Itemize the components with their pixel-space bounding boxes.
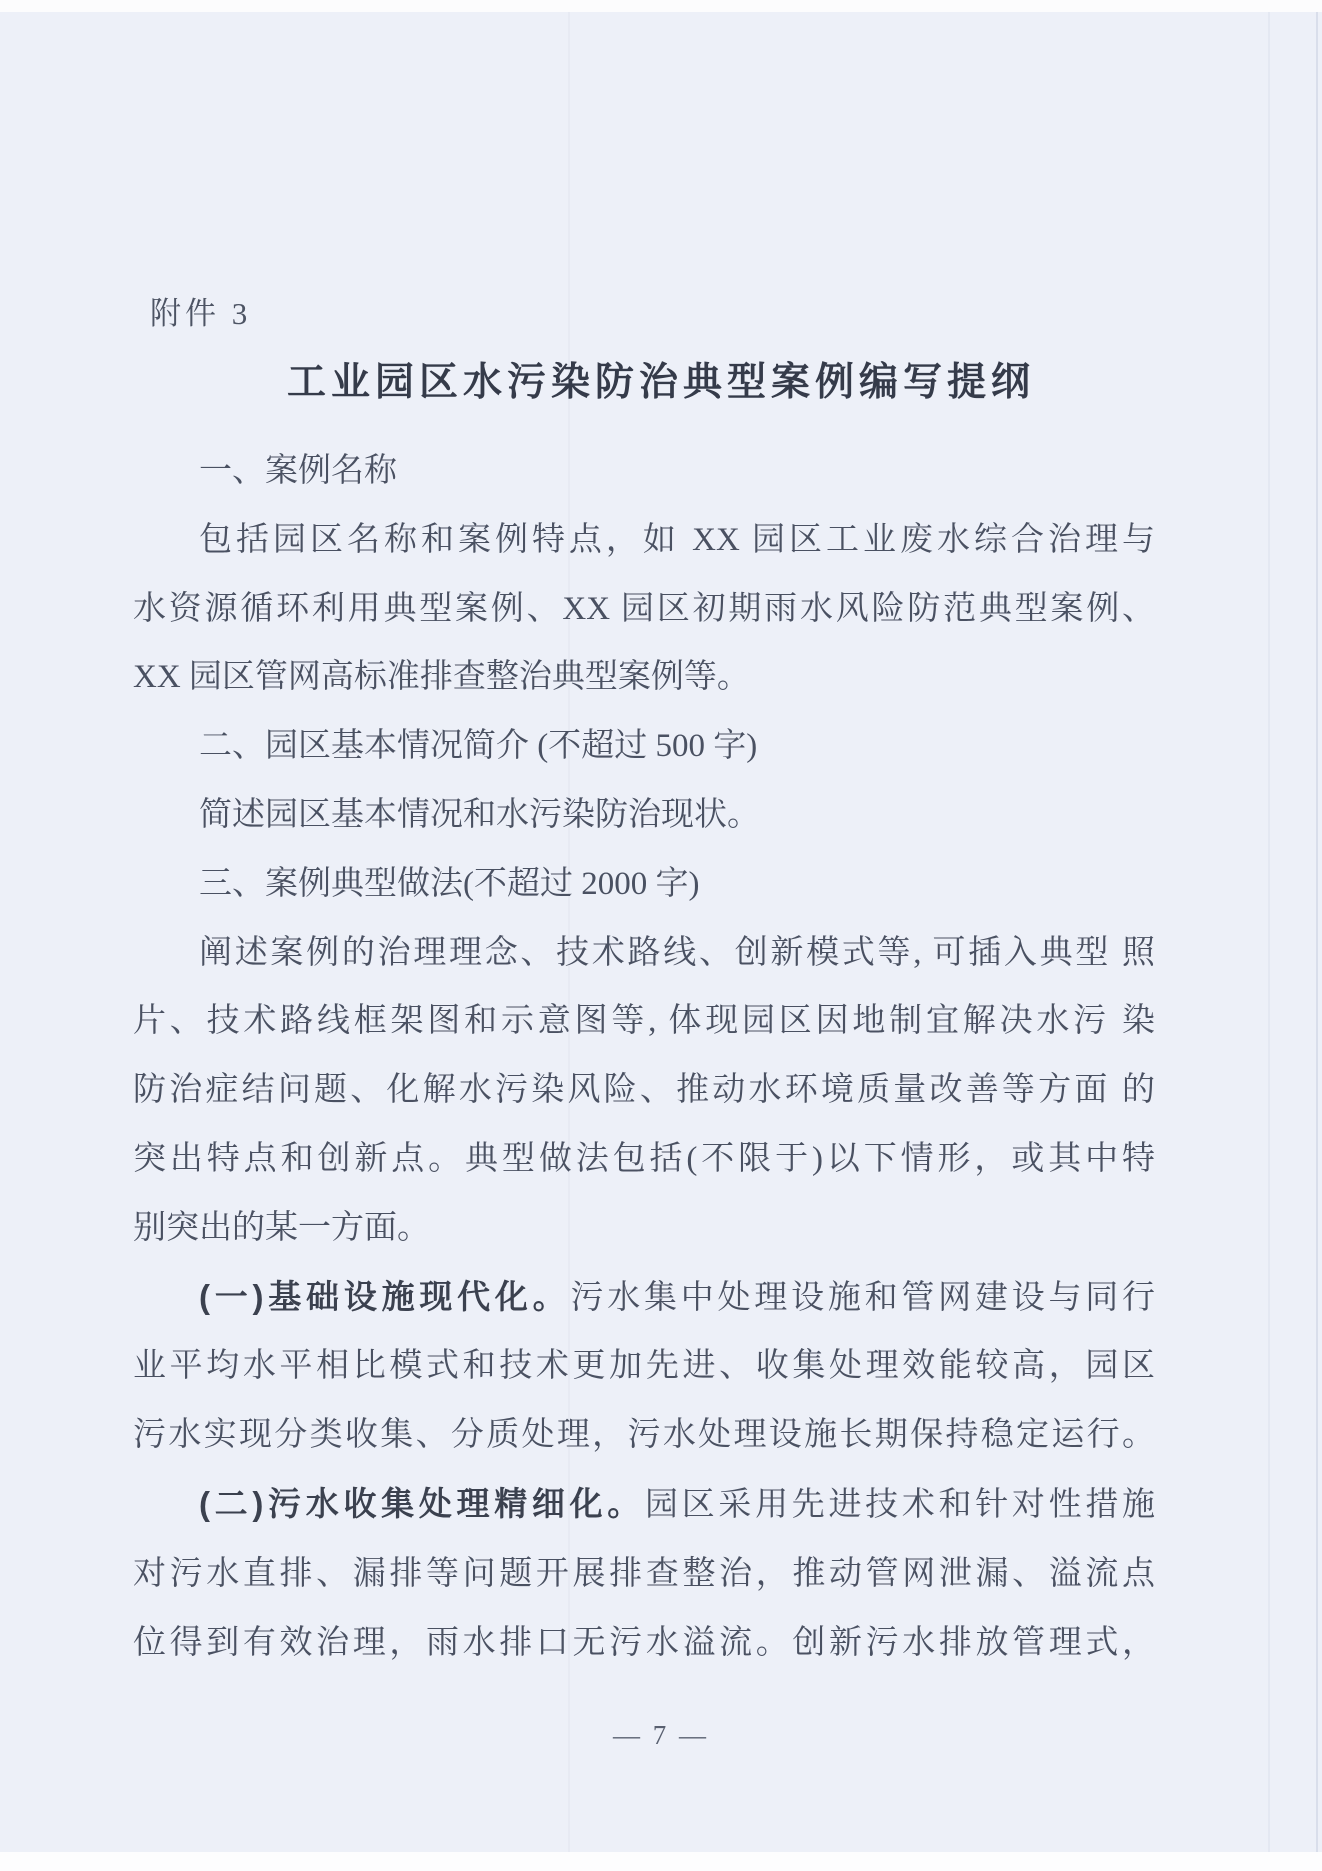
body-line-subsection-1: [133, 1263, 1155, 1333]
body-line: 突出特点和创新点。典型做法包括(不限于)以下情形，或其中特: [133, 1140, 1155, 1177]
body-line: XX 园区管网高标准排查整治典型案例等。: [133, 659, 750, 696]
document-title: 工业园区水污染防治典型案例编写提纲: [286, 361, 1035, 404]
body-line: 片、技术路线框架图和示意图等, 体现园区因地制宜解决水污 染: [133, 1003, 1155, 1040]
body-line: 污水实现分类收集、分质处理，污水处理设施长期保持稳定运行。: [133, 1417, 1155, 1454]
page-number: — 7 —: [613, 1720, 709, 1750]
body-text: 污水集中处理设施和管网建设与同行: [570, 1279, 1156, 1316]
section-heading-2: 二、园区基本情况简介 (不超过 500 字): [199, 728, 758, 765]
subsection-bold-lead: (二)污水收集处理精细化。: [199, 1484, 645, 1522]
scan-artifact-line: [1268, 12, 1270, 1852]
section-heading-3: 三、案例典型做法(不超过 2000 字): [199, 865, 700, 902]
body-text: 园区采用先进技术和针对性措施: [645, 1486, 1156, 1523]
body-line: 阐述案例的治理理念、技术路线、创新模式等, 可插入典型 照: [199, 934, 1155, 971]
subsection-bold-lead: (一)基础设施现代化。: [199, 1277, 571, 1315]
body-line: 别突出的某一方面。: [133, 1209, 430, 1246]
document-body: [133, 437, 1155, 1677]
body-line: 包括园区名称和案例特点，如 XX 园区工业废水综合治理与: [199, 521, 1155, 558]
body-line: 水资源循环利用典型案例、XX 园区初期雨水风险防范典型案例、: [133, 590, 1155, 627]
scan-artifact-line: [1316, 12, 1318, 1852]
body-line: 对污水直排、漏排等问题开展排查整治，推动管网泄漏、溢流点: [133, 1555, 1155, 1592]
scan-edge-bottom: [0, 1852, 1322, 1871]
body-line: 位得到有效治理，雨水排口无污水溢流。创新污水排放管理式，: [133, 1624, 1155, 1661]
body-line-subsection-2: [133, 1470, 1155, 1540]
section-heading-1: 一、案例名称: [199, 453, 397, 489]
body-line: 防治症结问题、化解水污染风险、推动水环境质量改善等方面 的: [133, 1072, 1155, 1109]
body-line: 简述园区基本情况和水污染防治现状。: [199, 796, 760, 833]
scan-edge-top: [0, 0, 1322, 12]
body-line: 业平均水平相比模式和技术更加先进、收集处理效能较高，园区: [133, 1348, 1155, 1385]
attachment-label: 附件 3: [150, 296, 252, 331]
